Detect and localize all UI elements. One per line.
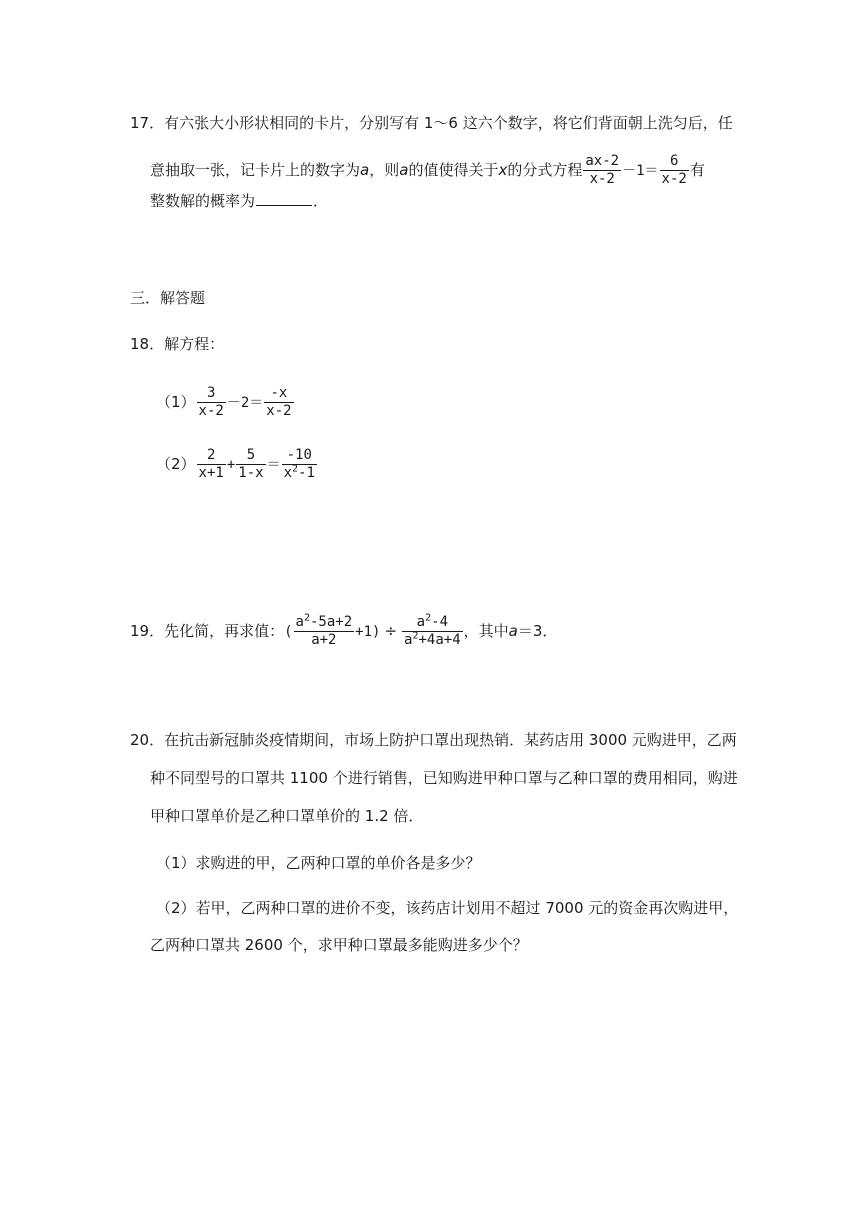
q20-part-2-line-1: （2）若甲，乙两种口罩的进价不变，该药店计划用不超过 7000 元的资金再次购进甲， xyxy=(156,899,739,917)
q20-line-1: 20．在抗击新冠肺炎疫情期间，市场上防护口罩出现热销．某药店用 3000 元购进甲，乙两 xyxy=(130,731,737,749)
paren: ) xyxy=(372,624,381,640)
q18-p1-fraction-2: $\frac{-x}{x-2}$ xyxy=(266,385,292,419)
q18-p1-fraction-1: $\frac{3}{x-2}$ xyxy=(198,385,224,419)
q18-p2-operator: ＝ xyxy=(266,457,281,473)
answer-blank[interactable] xyxy=(256,191,312,206)
part-label: （1） xyxy=(156,393,196,411)
q17-text: 的值使得关于 xyxy=(408,161,499,179)
q17-line-1: 17．有六张大小形状相同的卡片，分别写有 1～6 这六个数字，将它们背面朝上洗匀后，任 xyxy=(130,114,733,132)
q17-line-2 xyxy=(150,153,705,188)
section-heading: 三．解答题 xyxy=(130,289,206,307)
q17-text: 有 xyxy=(689,161,705,179)
q18-part-2 xyxy=(156,447,318,482)
q20-line-2: 种不同型号的口罩共 1100 个进行销售，已知购进甲种口罩与乙种口罩的费用相同，购进 xyxy=(150,769,738,787)
q19-var-a: a xyxy=(508,622,518,640)
q18-p2-fraction-3: $\frac{-10}{x^2-1}$ xyxy=(283,447,315,481)
q18-part-1 xyxy=(156,385,295,420)
q17-text: 意抽取一张，记卡片上的数字为 xyxy=(150,161,361,179)
q17-text: ，则 xyxy=(369,161,400,179)
part-label: （2） xyxy=(156,455,196,473)
q18-title: 18．解方程： xyxy=(130,335,225,353)
q17-var-a: a xyxy=(360,161,370,179)
q17-fraction-1: $\frac{ax-2}{x-2}$ xyxy=(585,153,620,187)
q20-part-1: （1）求购进的甲，乙两种口罩的单价各是多少？ xyxy=(156,854,481,872)
q19-line xyxy=(130,614,557,649)
q19-text: 19．先化简，再求值： xyxy=(130,622,285,640)
paren: ( xyxy=(284,624,293,640)
q18-p2-fraction-2: $\frac{5}{1-x}$ xyxy=(238,447,264,481)
q17-operator: －1＝ xyxy=(622,163,659,179)
q18-p1-operator: －2＝ xyxy=(226,395,264,411)
q18-p2-fraction-1: $\frac{2}{x+1}$ xyxy=(198,447,224,481)
q17-fraction-2: $\frac{6}{x-2}$ xyxy=(661,153,687,187)
q18-p2-operator: + xyxy=(226,457,236,473)
q17-text: 整数解的概率为 xyxy=(150,192,256,210)
q17-text: ． xyxy=(313,192,329,210)
q17-line-3 xyxy=(150,190,328,212)
q19-fraction-2: $\frac{a^2-4}{a^2+4a+4}$ xyxy=(404,612,461,648)
q19-operator: +1 xyxy=(355,624,373,640)
q19-fraction-1: $\frac{a^2-5a+2}{a+2}$ xyxy=(295,612,353,648)
q20-line-3: 甲种口罩单价是乙种口罩单价的 1.2 倍． xyxy=(150,807,424,825)
q19-text: ，其中 xyxy=(463,622,509,640)
q17-var-x: x xyxy=(498,161,508,179)
q20-part-2-line-2: 乙两种口罩共 2600 个，求甲种口罩最多能购进多少个？ xyxy=(150,936,528,954)
divide-sign: ÷ xyxy=(384,622,398,640)
q17-var-a: a xyxy=(399,161,409,179)
q19-text: ＝3． xyxy=(517,622,558,640)
q17-text: 的分式方程 xyxy=(507,161,583,179)
